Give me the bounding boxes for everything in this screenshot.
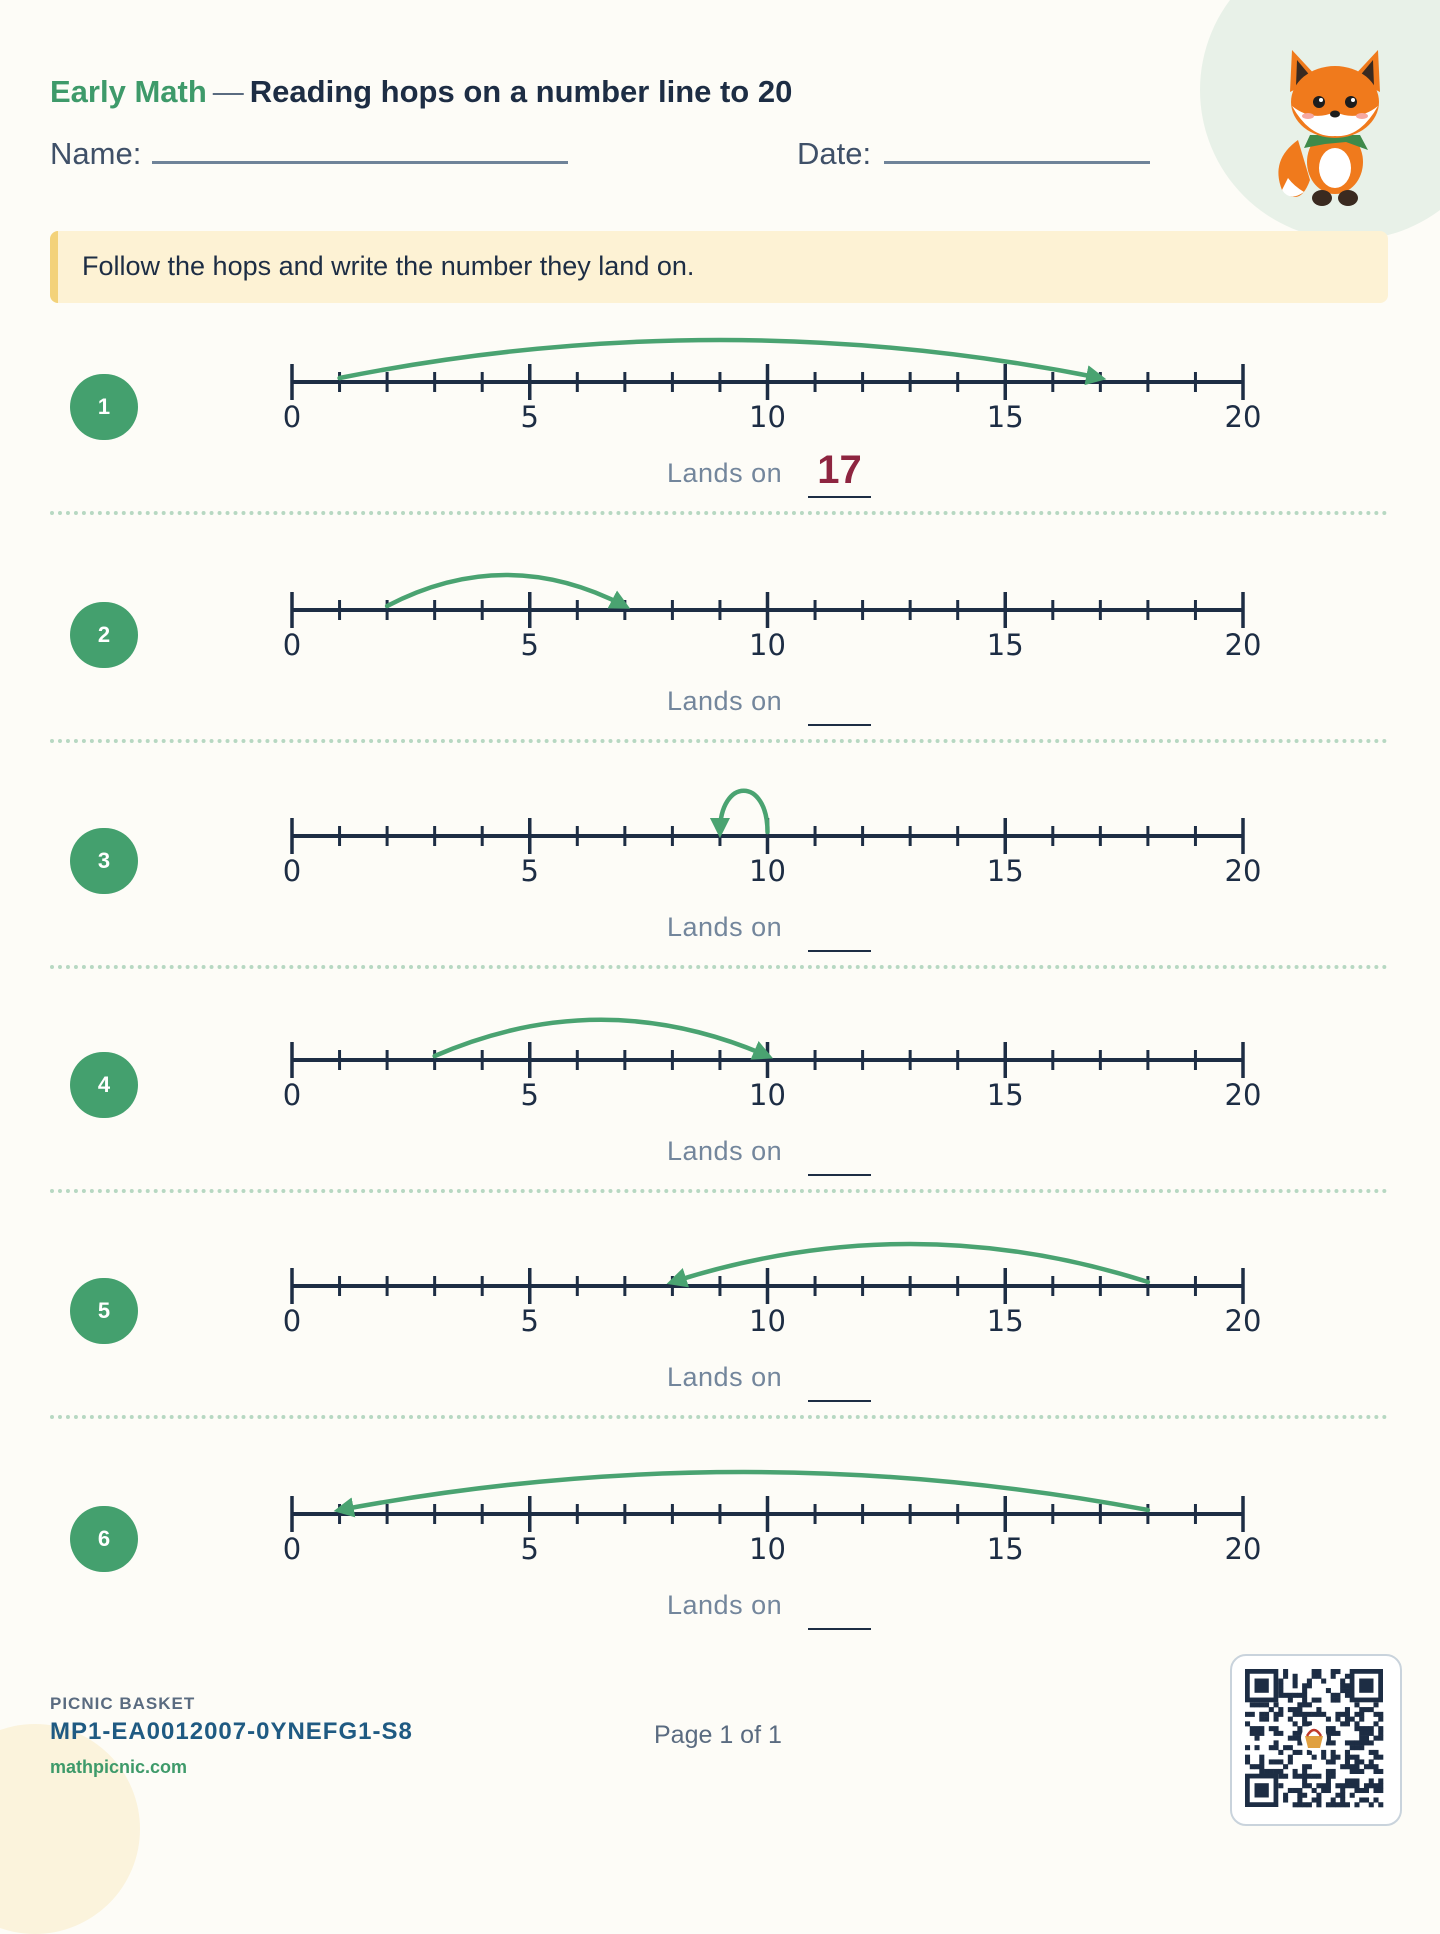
- tick-label: 15: [986, 1078, 1024, 1112]
- problem-number-badge: 4: [70, 1052, 138, 1118]
- tick-label: 15: [986, 1304, 1024, 1338]
- tick-label: 20: [1224, 1078, 1262, 1112]
- number-line: [0, 300, 1440, 434]
- tick-label: 15: [986, 854, 1024, 888]
- title-separator: —: [212, 74, 244, 109]
- tick-label: 20: [1224, 854, 1262, 888]
- name-label: Name:: [50, 136, 142, 171]
- date-label: Date:: [797, 136, 872, 171]
- tick-label: 5: [520, 628, 539, 662]
- hop-arc: [435, 1020, 768, 1056]
- tick-label: 5: [520, 1304, 539, 1338]
- site-link[interactable]: mathpicnic.com: [50, 1757, 188, 1777]
- problem-number-badge: 1: [70, 374, 138, 440]
- qr-code: [1230, 1654, 1402, 1826]
- tick-label: 10: [749, 400, 786, 434]
- topic-label: Reading hops on a number line to 20: [249, 74, 793, 109]
- tick-label: 10: [749, 628, 786, 662]
- hop-arc: [720, 791, 768, 832]
- tick-label: 10: [749, 1532, 786, 1566]
- tick-label: 20: [1224, 1304, 1262, 1338]
- lands-on-label: Lands on: [667, 912, 783, 942]
- tick-label: 5: [520, 1078, 539, 1112]
- problem-number-badge: 3: [70, 828, 138, 894]
- date-field[interactable]: [884, 161, 1150, 164]
- problem-number-badge: 6: [70, 1506, 138, 1572]
- lands-on-label: Lands on: [667, 686, 783, 716]
- instructions-banner: [50, 231, 1388, 303]
- answer-value: 17: [817, 448, 862, 492]
- tick-label: 0: [282, 1532, 302, 1566]
- tick-label: 10: [749, 1304, 786, 1338]
- number-line: [0, 754, 1440, 888]
- tick-label: 0: [282, 1078, 302, 1112]
- problem-divider: [50, 965, 1388, 969]
- answer-field[interactable]: [808, 950, 871, 952]
- tick-label: 0: [282, 400, 302, 434]
- footer-brand: PICNIC BASKET: [50, 1694, 196, 1713]
- page-number: Page 1 of 1: [654, 1721, 782, 1749]
- tick-label: 20: [1224, 400, 1262, 434]
- problem-divider: [50, 1415, 1388, 1419]
- answer-field[interactable]: [808, 496, 871, 498]
- corner-decoration-bottom: [0, 1724, 140, 1934]
- number-line: [0, 978, 1440, 1112]
- tick-label: 15: [986, 1532, 1024, 1566]
- tick-label: 5: [520, 854, 539, 888]
- tick-label: 5: [520, 1532, 539, 1566]
- tick-label: 0: [282, 854, 302, 888]
- hop-arc: [340, 1472, 1148, 1510]
- answer-field[interactable]: [808, 1174, 871, 1176]
- brand-label: Early Math: [50, 74, 207, 109]
- lands-on-label: Lands on: [667, 1590, 783, 1620]
- problem-number-badge: 5: [70, 1278, 138, 1344]
- answer-field[interactable]: [808, 724, 871, 726]
- problem-number-badge: 2: [70, 602, 138, 668]
- lands-on-label: Lands on: [667, 458, 783, 488]
- tick-label: 15: [986, 400, 1024, 434]
- number-line: [0, 1204, 1440, 1338]
- problem-divider: [50, 739, 1388, 743]
- tick-label: 0: [282, 628, 302, 662]
- answer-field[interactable]: [808, 1628, 871, 1630]
- tick-label: 5: [520, 400, 539, 434]
- answer-field[interactable]: [808, 1400, 871, 1402]
- page-title: [50, 74, 792, 110]
- worksheet-code: MP1-EA0012007-0YNEFG1-S8: [50, 1718, 413, 1745]
- tick-label: 20: [1224, 1532, 1262, 1566]
- tick-label: 20: [1224, 628, 1262, 662]
- tick-label: 10: [749, 1078, 786, 1112]
- number-line: [0, 528, 1440, 662]
- hop-arc: [387, 575, 625, 606]
- lands-on-label: Lands on: [667, 1136, 783, 1166]
- name-field[interactable]: [152, 161, 568, 164]
- lands-on-label: Lands on: [667, 1362, 783, 1392]
- tick-label: 0: [282, 1304, 302, 1338]
- tick-label: 10: [749, 854, 786, 888]
- fox-mascot-icon: [1270, 40, 1400, 215]
- instructions-text: Follow the hops and write the number they land on.: [82, 251, 695, 281]
- problem-divider: [50, 1189, 1388, 1193]
- number-line: [0, 1432, 1440, 1566]
- problem-divider: [50, 511, 1388, 515]
- qr-code-icon: [1232, 1656, 1396, 1820]
- tick-label: 15: [986, 628, 1024, 662]
